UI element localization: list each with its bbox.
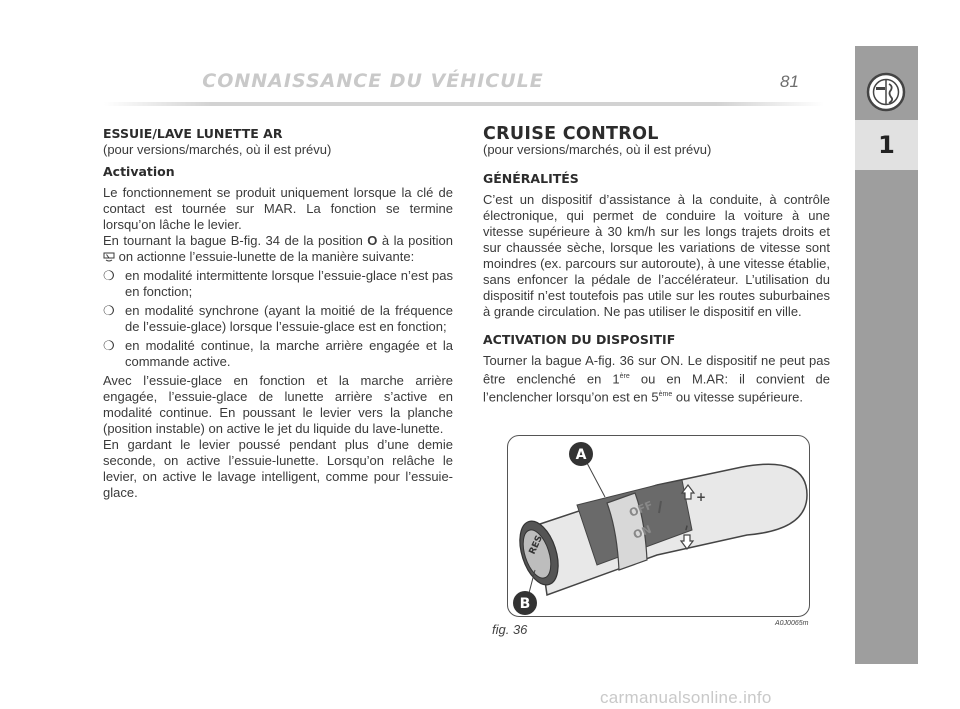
watermark-link[interactable]: carmanualsonline.info bbox=[600, 688, 772, 707]
header-rule bbox=[104, 102, 824, 106]
page-number: 81 bbox=[780, 72, 799, 91]
rear-wiper-subtitle: (pour versions/marchés, où il est prévu) bbox=[103, 142, 332, 157]
general-heading: GÉNÉRALITÉS bbox=[483, 171, 579, 186]
ring-paragraph bbox=[103, 233, 453, 265]
device-activation-paragraph bbox=[483, 353, 830, 406]
cruise-control-lever-figure bbox=[507, 435, 810, 617]
list-item bbox=[103, 303, 453, 335]
activation-heading: Activation bbox=[103, 164, 175, 179]
activation-text-3: ou vitesse supérieure. bbox=[672, 389, 804, 405]
intelligent-wash-paragraph: En gardant le levier poussé pendant plus d’une demie seconde, on active l’essuie-lunette. Lorsqu’on relâche le levier, on active le lavage intelligent, comme pour l’essuie-glace. bbox=[103, 437, 453, 500]
reverse-gear-paragraph: Avec l’essuie-glace en fonction et la marche arrière engagée, l’essuie-glace de lunette arrière s’active en modalité continue. En poussant le levier vers la planche (position instable) on active le jet du liquide du lave-lunette. bbox=[103, 373, 453, 436]
minus-label: – bbox=[678, 522, 694, 533]
superscript-first: ère bbox=[619, 373, 630, 380]
bullet-circle-icon: ❍ bbox=[103, 303, 115, 318]
left-column bbox=[103, 126, 453, 501]
list-item-text: en modalité continue, la marche arrière engagée et la commande active. bbox=[125, 338, 453, 369]
ring-text-after: on actionne l’essuie-lunette de la manière suivante: bbox=[118, 249, 415, 264]
plus-label: + bbox=[696, 490, 707, 504]
bullet-circle-icon: ❍ bbox=[103, 338, 115, 353]
label-a: A bbox=[575, 447, 587, 463]
list-item-text: en modalité intermittente lorsque l’essuie-glace n’est pas en fonction; bbox=[125, 268, 453, 299]
bullet-circle-icon: ❍ bbox=[103, 268, 115, 283]
list-item-text: en modalité synchrone (ayant la moitié de la fréquence de l’essuie-glace) lorsque l’essuie-glace est en fonction; bbox=[125, 303, 453, 334]
device-activation-heading: ACTIVATION DU DISPOSITIF bbox=[483, 332, 676, 347]
activation-paragraph: Le fonctionnement se produit uniquement lorsque la clé de contact est tournée sur MAR. La fonction se termine lorsqu’on lâche le levier. bbox=[103, 185, 453, 232]
on-label: ON bbox=[631, 522, 654, 542]
right-column bbox=[483, 126, 830, 406]
figure-code: A0J0065m bbox=[775, 620, 809, 627]
res-label: RES bbox=[527, 534, 546, 557]
section-tab-number: 1 bbox=[855, 120, 918, 170]
position-o-symbol: O bbox=[367, 233, 378, 248]
figure-caption: fig. 36 bbox=[492, 622, 528, 637]
activation-text-2: ou en M.AR: il convient de l’enclencher lorsqu’on est en 5 bbox=[483, 371, 830, 405]
superscript-fifth: ème bbox=[658, 391, 673, 399]
cruise-control-subtitle: (pour versions/marchés, où il est prévu) bbox=[483, 142, 712, 157]
rear-wiper-heading: ESSUIE/LAVE LUNETTE AR bbox=[103, 126, 283, 141]
cruise-control-heading: CRUISE CONTROL bbox=[483, 124, 659, 144]
alfa-romeo-logo-icon bbox=[866, 72, 906, 112]
list-item bbox=[103, 338, 453, 370]
general-paragraph: C’est un dispositif d’assistance à la conduite, à contrôle électronique, qui permet de conduire la voiture à une vitesse supérieure à 30 km/h sur les longs trajets droits et sur chaussée sèche, lorsque les variations de vitesse sont moindres (ex. parcours sur autoroute), à une vitesse établie, sans enfoncer la pédale de l’accélérateur. L’utilisation du dispositif n’est toutefois pas utile sur les routes suburbaines à grande circulation. Ne pas utiliser le dispositif en ville. bbox=[483, 192, 830, 319]
activation-text-1: Tourner la bague A-fig. 36 sur ON. Le dispositif ne peut pas être enclenché en 1 bbox=[483, 353, 830, 387]
off-label: OFF bbox=[627, 498, 655, 520]
rear-wiper-symbol-icon bbox=[103, 250, 115, 262]
list-item bbox=[103, 268, 453, 300]
ring-text-middle: à la position bbox=[381, 233, 453, 248]
ring-text-before: En tournant la bague B-fig. 34 de la position bbox=[103, 233, 363, 248]
label-b: B bbox=[519, 596, 531, 612]
page-header-title: CONNAISSANCE DU VÉHICULE bbox=[202, 70, 544, 92]
